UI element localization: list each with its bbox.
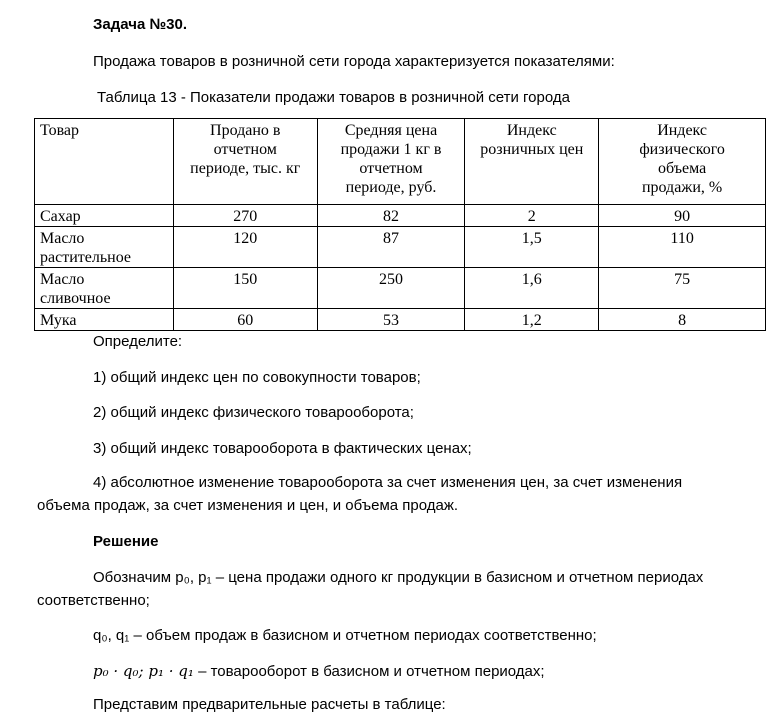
task-intro: Продажа товаров в розничной сети города характеризуется показателями:: [93, 53, 615, 70]
table-header-row: [35, 119, 766, 205]
turnover-text: – товарооборот в базисном и отчетном периодах;: [193, 663, 545, 680]
cell-product: Масло растительное: [35, 227, 174, 268]
header-sold: Продано в отчетном периоде, тыс. кг: [173, 119, 317, 205]
question-2: 2) общий индекс физического товарооборота;: [93, 404, 414, 421]
solution-heading: Решение: [93, 533, 159, 550]
cell-product: Мука: [35, 309, 174, 331]
solution-table-intro: Представим предварительные расчеты в таблице:: [93, 696, 446, 713]
header-product: Товар: [35, 119, 174, 205]
cell-sold: 270: [173, 205, 317, 227]
question-4-line-2: объема продаж, за счет изменения и цен, и объема продаж.: [37, 497, 459, 514]
solution-notation-line-2: соответственно;: [37, 592, 150, 609]
task-title: Задача №30.: [93, 16, 188, 33]
table-caption: Таблица 13 - Показатели продажи товаров в розничной сети города: [97, 89, 570, 106]
turnover-formula: p₀ · q₀; p₁ · q₁: [93, 662, 194, 680]
question-1: 1) общий индекс цен по совокупности товаров;: [93, 369, 421, 386]
cell-price-index: 1,6: [465, 268, 599, 309]
question-4-line-1: 4) абсолютное изменение товарооборота за счет изменения цен, за счет изменения: [93, 474, 683, 491]
cell-price-index: 1,2: [465, 309, 599, 331]
cell-avg-price: 250: [317, 268, 465, 309]
table-row: [35, 309, 766, 331]
questions-lead: Определите:: [93, 333, 183, 350]
solution-turnover-line: [93, 662, 545, 681]
cell-volume-index: 75: [599, 268, 766, 309]
cell-product: Сахар: [35, 205, 174, 227]
table-row: [35, 227, 766, 268]
header-price-index: Индекс розничных цен: [465, 119, 599, 205]
cell-sold: 150: [173, 268, 317, 309]
solution-notation-q: q₀, q₁ – объем продаж в базисном и отчетном периодах соответственно;: [93, 627, 597, 644]
cell-product: Масло сливочное: [35, 268, 174, 309]
cell-avg-price: 82: [317, 205, 465, 227]
solution-notation-line-1: Обозначим p₀, p₁ – цена продажи одного кг продукции в базисном и отчетном периодах: [93, 569, 704, 586]
table-row: [35, 205, 766, 227]
cell-sold: 120: [173, 227, 317, 268]
cell-volume-index: 8: [599, 309, 766, 331]
table-row: [35, 268, 766, 309]
sales-table: [34, 118, 766, 331]
cell-avg-price: 87: [317, 227, 465, 268]
cell-sold: 60: [173, 309, 317, 331]
cell-price-index: 2: [465, 205, 599, 227]
header-avg-price: Средняя цена продажи 1 кг в отчетном периоде, руб.: [317, 119, 465, 205]
header-volume-index: Индекс физического объема продажи, %: [599, 119, 766, 205]
question-3: 3) общий индекс товарооборота в фактических ценах;: [93, 440, 472, 457]
cell-avg-price: 53: [317, 309, 465, 331]
cell-volume-index: 110: [599, 227, 766, 268]
cell-volume-index: 90: [599, 205, 766, 227]
cell-price-index: 1,5: [465, 227, 599, 268]
